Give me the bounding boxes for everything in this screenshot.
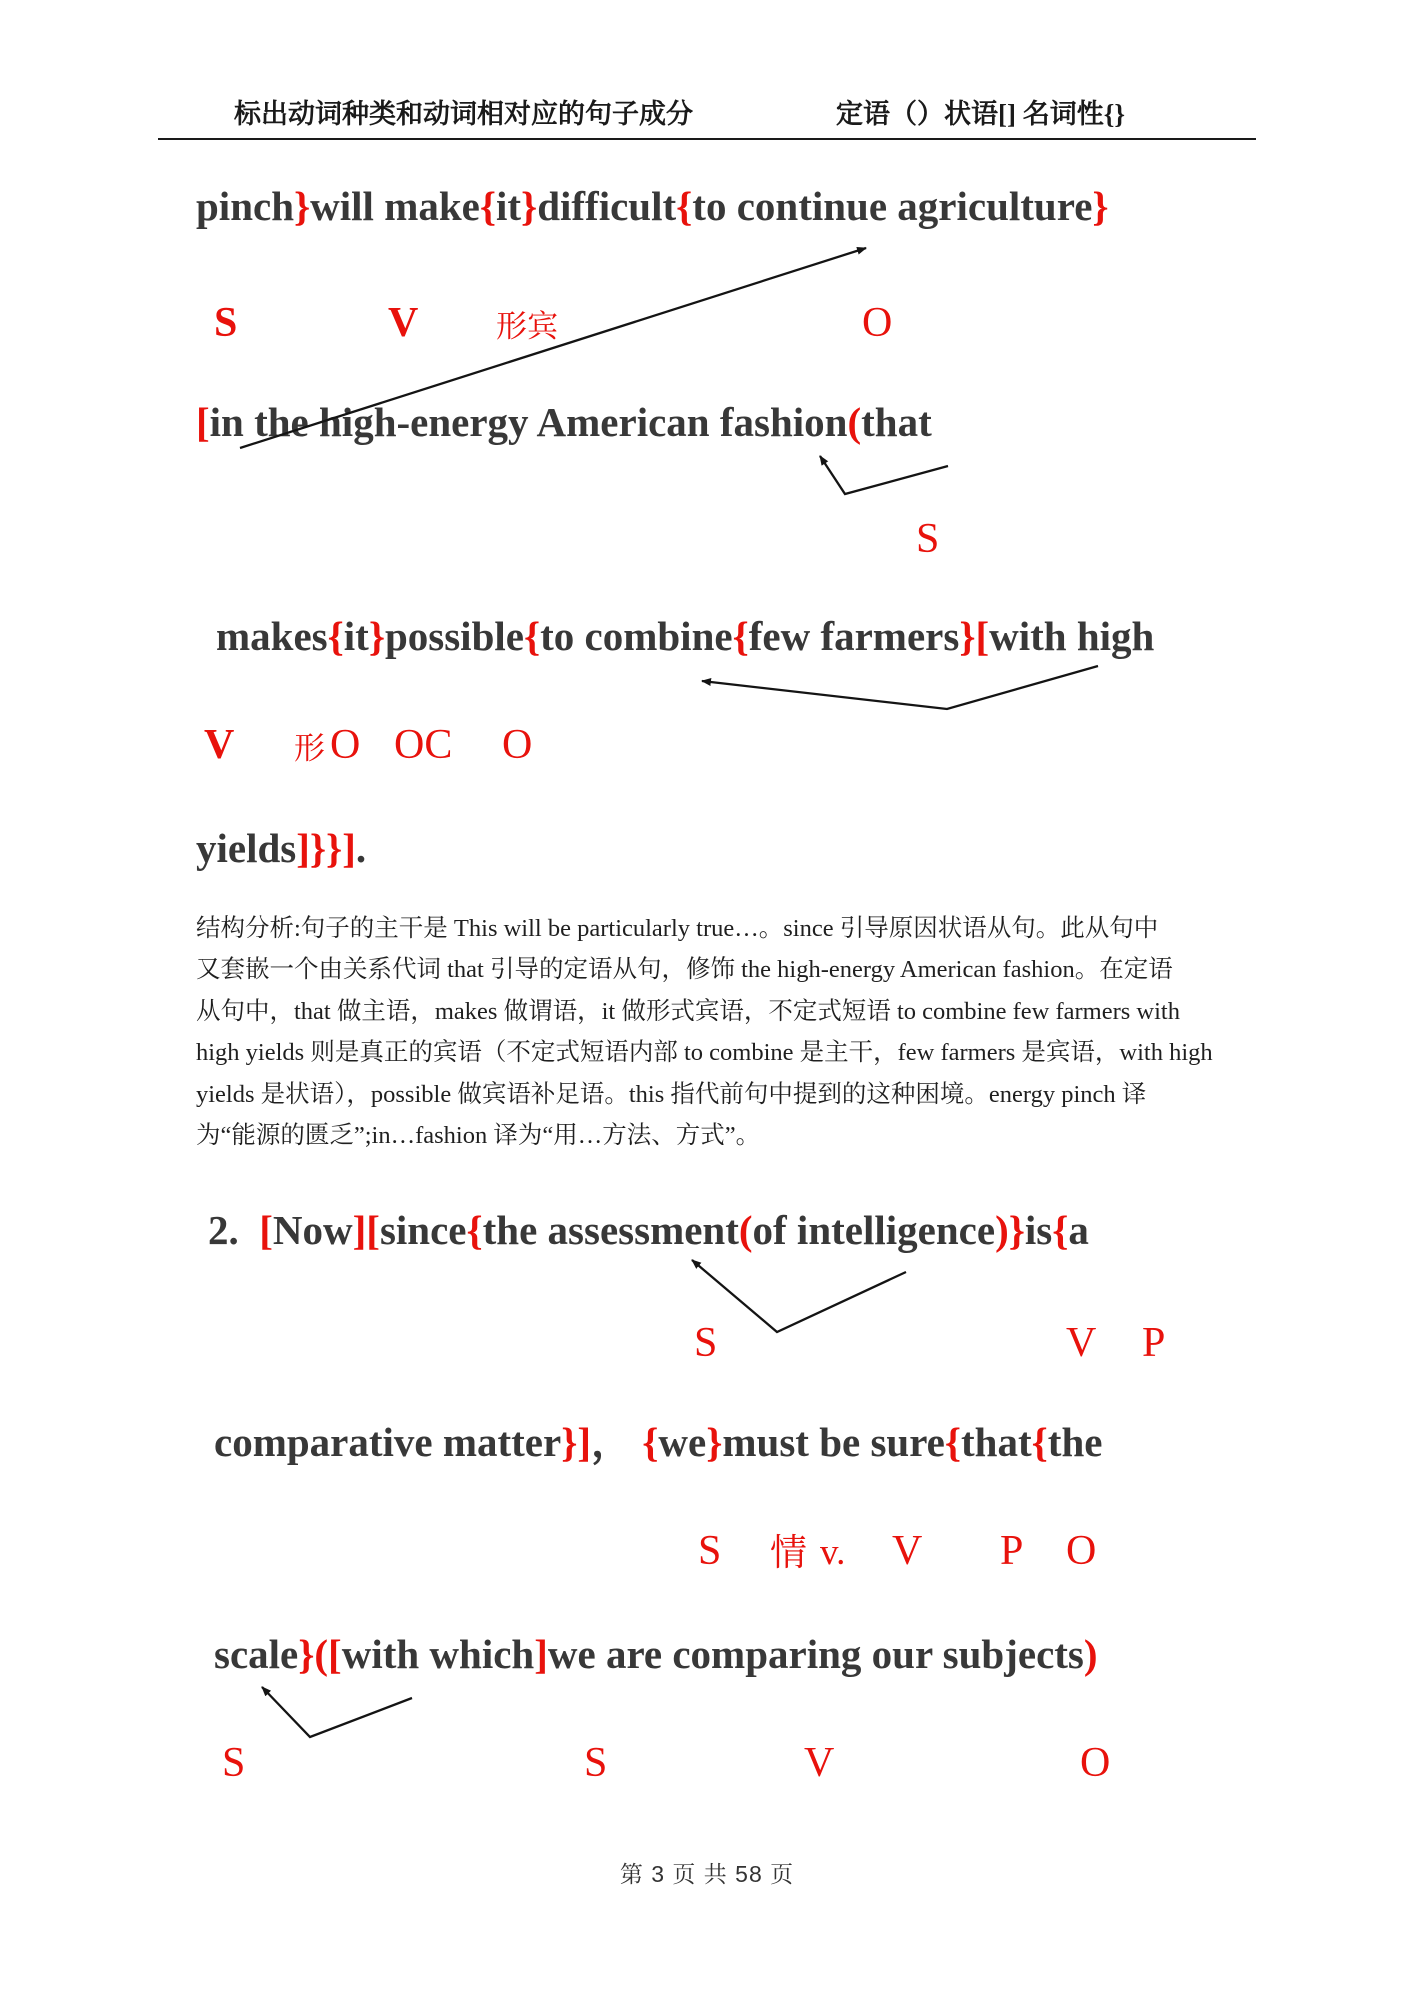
bracket-marker: { bbox=[642, 1419, 659, 1465]
bracket-marker: } bbox=[294, 183, 311, 229]
bracket-marker: } bbox=[521, 183, 538, 229]
sentence-text: to combine bbox=[540, 613, 733, 659]
sentence-text: with which bbox=[341, 1631, 535, 1677]
grammar-label: O bbox=[330, 722, 361, 768]
grammar-label-row-7 bbox=[0, 1742, 1414, 1794]
sentence-text: yields bbox=[196, 825, 297, 871]
grammar-label: V bbox=[892, 1528, 923, 1574]
analysis-line: 又套嵌一个由关系代词 that 引导的定语从句，修饰 the high-energy American fashion。在定语 bbox=[196, 956, 1173, 984]
bracket-marker: ]}}] bbox=[296, 825, 356, 871]
sentence-text: the bbox=[1047, 1419, 1103, 1465]
arrow-with-high-yields bbox=[702, 666, 1098, 709]
grammar-label-row-2 bbox=[0, 518, 1414, 570]
bracket-marker: { bbox=[466, 1207, 483, 1253]
bracket-marker: )} bbox=[995, 1207, 1025, 1253]
bracket-marker: } bbox=[1092, 183, 1109, 229]
sentence-line-3 bbox=[216, 614, 1154, 659]
sentence-text: with high bbox=[989, 613, 1155, 659]
grammar-label: V bbox=[388, 300, 419, 346]
analysis-line: 从句中，that 做主语，makes 做谓语，it 做形式宾语，不定式短语 to combine few farmers with bbox=[196, 997, 1180, 1025]
bracket-marker: { bbox=[732, 613, 749, 659]
sentence-text: ， bbox=[591, 1419, 643, 1465]
bracket-marker: { bbox=[327, 613, 344, 659]
bracket-marker: { bbox=[1052, 1207, 1069, 1253]
bracket-marker: } bbox=[706, 1419, 723, 1465]
bracket-marker: { bbox=[523, 613, 541, 659]
grammar-label: S bbox=[222, 1740, 246, 1786]
grammar-label: 形 bbox=[294, 731, 325, 766]
bracket-marker: } bbox=[959, 613, 976, 659]
header-right-legend: 定语（）状语[] 名词性{} bbox=[836, 99, 1126, 129]
grammar-label: OC bbox=[394, 722, 453, 768]
bracket-marker: }] bbox=[561, 1419, 592, 1465]
bracket-marker: { bbox=[944, 1419, 962, 1465]
sentence-line-1 bbox=[196, 184, 1109, 229]
grammar-label-row-6 bbox=[0, 1530, 1414, 1582]
sentence-text: that bbox=[961, 1419, 1032, 1465]
sentence-text: it bbox=[343, 613, 369, 659]
grammar-label: S bbox=[694, 1320, 718, 1366]
analysis-line: 为“能源的匮乏”;in…fashion 译为“用…方法、方式”。 bbox=[196, 1122, 761, 1150]
header-divider bbox=[158, 138, 1256, 140]
bracket-marker: ][ bbox=[352, 1207, 380, 1253]
grammar-label: P bbox=[1000, 1528, 1024, 1574]
sentence-text: since bbox=[379, 1207, 467, 1253]
sentence-line-7 bbox=[214, 1632, 1098, 1677]
grammar-label-row-3 bbox=[0, 724, 1414, 776]
sentence-text: Now bbox=[272, 1207, 353, 1253]
sentence-text: it bbox=[496, 183, 522, 229]
sentence-text: of intelligence bbox=[752, 1207, 996, 1253]
grammar-label: V bbox=[204, 722, 235, 768]
grammar-label: O bbox=[862, 300, 893, 346]
grammar-label: 形宾 bbox=[496, 309, 558, 344]
grammar-label: 情 bbox=[770, 1533, 807, 1574]
sentence-text: makes bbox=[216, 613, 328, 659]
bracket-marker: [ bbox=[259, 1207, 273, 1253]
sentence-line-6 bbox=[214, 1420, 1102, 1465]
sentence-text: . bbox=[355, 825, 367, 871]
grammar-label: P bbox=[1142, 1320, 1166, 1366]
sentence-text: that bbox=[861, 399, 932, 445]
sentence-text: in the high-energy American fashion bbox=[209, 399, 848, 445]
bracket-marker: [ bbox=[196, 399, 210, 445]
bracket-marker: } bbox=[368, 613, 385, 659]
sentence-line-4 bbox=[196, 826, 366, 871]
sentence-text: a bbox=[1068, 1207, 1089, 1253]
grammar-label: O bbox=[1080, 1740, 1111, 1786]
sentence-text: the assessment bbox=[482, 1207, 739, 1253]
sentence-text: will make bbox=[310, 183, 480, 229]
sentence-text: must be sure bbox=[722, 1419, 945, 1465]
analysis-paragraph bbox=[196, 908, 1266, 1156]
analysis-line: high yields 则是真正的宾语（不定式短语内部 to combine 是主干，few farmers 是宾语，with high bbox=[196, 1039, 1213, 1067]
sentence-text: possible bbox=[384, 613, 524, 659]
grammar-label: S bbox=[214, 300, 238, 346]
grammar-label: S bbox=[916, 516, 940, 562]
grammar-label: O bbox=[502, 722, 533, 768]
grammar-label: v. bbox=[820, 1532, 846, 1573]
bracket-marker: { bbox=[479, 183, 496, 229]
header-left-title: 标出动词种类和动词相对应的句子成分 bbox=[234, 99, 693, 129]
sentence-text: few farmers bbox=[748, 613, 960, 659]
sentence-text: is bbox=[1024, 1207, 1053, 1253]
bracket-marker: ( bbox=[738, 1207, 753, 1253]
sentence-text: pinch bbox=[196, 183, 294, 229]
sentence-text: to continue agriculture bbox=[692, 183, 1093, 229]
grammar-label: O bbox=[1066, 1528, 1097, 1574]
bracket-marker: [ bbox=[975, 613, 990, 659]
analysis-line: 结构分析:句子的主干是 This will be particularly true…。since 引导原因状语从句。此从句中 bbox=[196, 915, 1159, 942]
bracket-marker: { bbox=[1031, 1419, 1048, 1465]
grammar-label: S bbox=[584, 1740, 608, 1786]
grammar-label: V bbox=[1066, 1320, 1097, 1366]
arrow-that-subject bbox=[820, 456, 948, 494]
bracket-marker: ] bbox=[534, 1631, 548, 1677]
grammar-label-row-5 bbox=[0, 1322, 1414, 1374]
sentence-text: comparative matter bbox=[214, 1419, 562, 1465]
sentence-text: difficult bbox=[537, 183, 677, 229]
sentence-line-5 bbox=[208, 1208, 1089, 1253]
bracket-marker: ) bbox=[1083, 1631, 1098, 1677]
sentence-text: scale bbox=[214, 1631, 299, 1677]
sentence-text: 2. bbox=[208, 1207, 260, 1253]
bracket-marker: { bbox=[676, 183, 693, 229]
page-footer: 第 3 页 共 58 页 bbox=[619, 1861, 795, 1887]
sentence-line-2 bbox=[196, 400, 932, 445]
sentence-text: we are comparing our subjects bbox=[547, 1631, 1084, 1677]
grammar-label: V bbox=[804, 1740, 835, 1786]
arrow-scale-subject bbox=[262, 1687, 412, 1737]
grammar-label: S bbox=[698, 1528, 722, 1574]
sentence-text: we bbox=[658, 1419, 707, 1465]
grammar-label-row-1 bbox=[0, 302, 1414, 354]
bracket-marker: ( bbox=[847, 399, 862, 445]
bracket-marker: }([ bbox=[298, 1631, 342, 1677]
analysis-line: yields 是状语），possible 做宾语补足语。this 指代前句中提到的这种困境。energy pinch 译 bbox=[196, 1080, 1147, 1108]
